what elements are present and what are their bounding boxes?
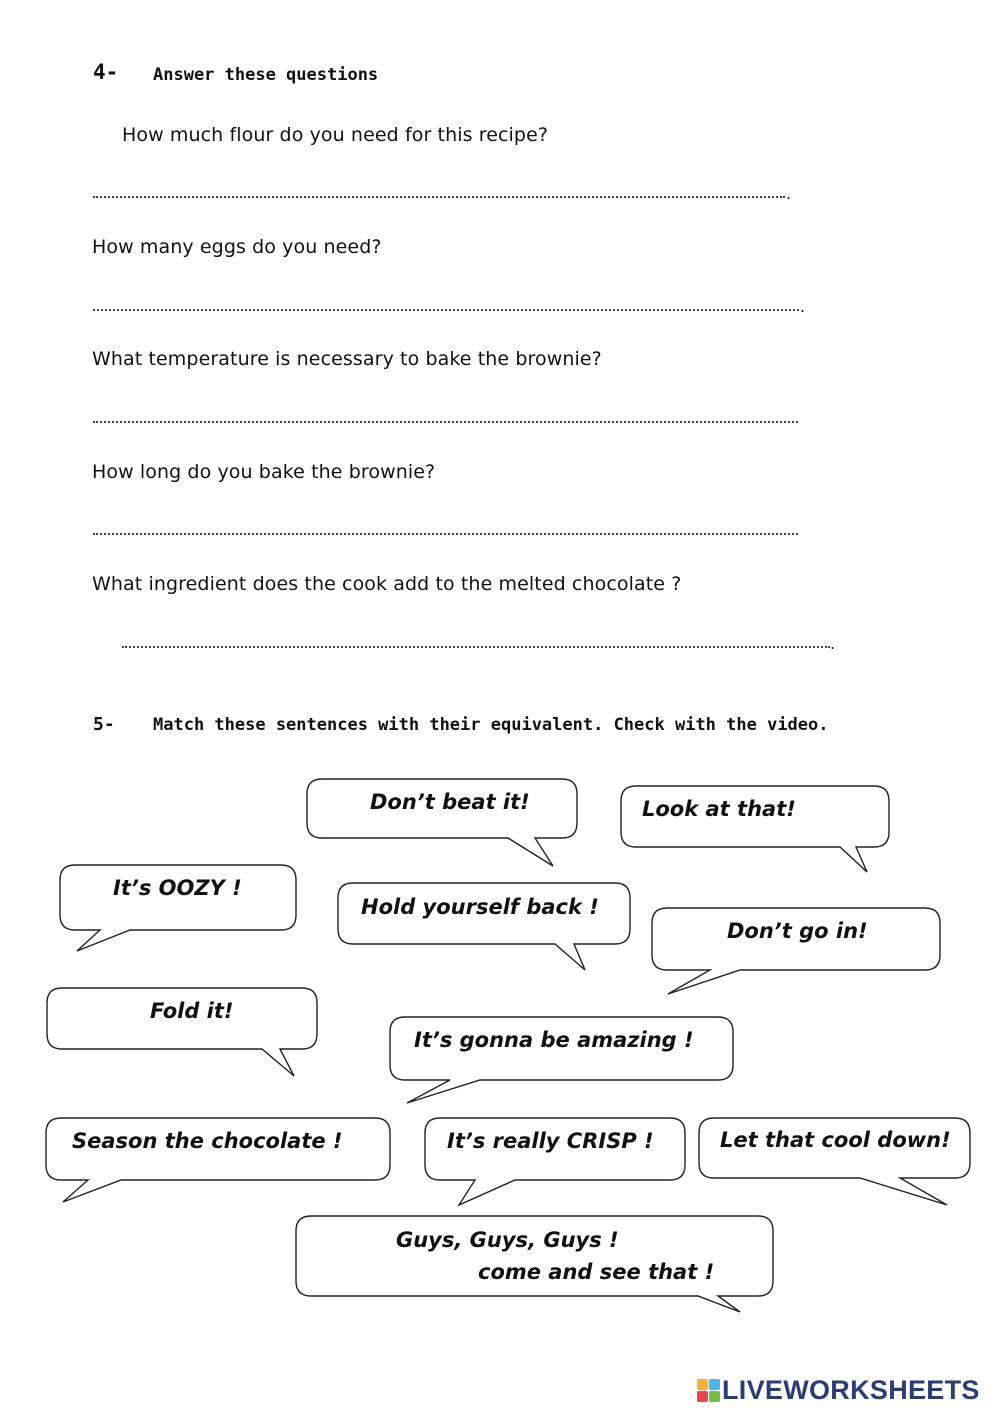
section-5-title: Match these sentences with their equivalent. Check with the video. <box>153 715 829 735</box>
answer-line-1-end: . <box>786 184 792 203</box>
bubble-text-guys-line-1[interactable]: Guys, Guys, Guys ! <box>396 1228 619 1252</box>
question-2: How many eggs do you need? <box>92 236 382 258</box>
liveworksheets-logo-text: LIVEWORKSHEETS <box>722 1375 980 1405</box>
question-5: What ingredient does the cook add to the melted chocolate ? <box>92 573 682 595</box>
question-4: How long do you bake the brownie? <box>92 461 436 483</box>
question-1: How much flour do you need for this recipe? <box>122 124 549 146</box>
bubble-text-guys-line-2[interactable]: come and see that ! <box>478 1260 715 1284</box>
section-4-title: Answer these questions <box>153 65 379 85</box>
question-3: What temperature is necessary to bake the brownie? <box>92 348 602 370</box>
bubble-text-really-crisp[interactable]: It’s really CRISP ! <box>447 1129 654 1153</box>
answer-line-5-end: . <box>830 634 836 653</box>
bubble-text-season-chocolate[interactable]: Season the chocolate ! <box>72 1129 343 1153</box>
liveworksheets-logo <box>697 1375 980 1406</box>
bubble-text-dont-beat-it[interactable]: Don’t beat it! <box>370 790 530 814</box>
bubble-text-cool-down[interactable]: Let that cool down! <box>720 1128 951 1152</box>
bubble-text-look-at-that[interactable]: Look at that! <box>642 797 796 821</box>
bubble-text-oozy[interactable]: It’s OOZY ! <box>113 876 242 900</box>
bubble-text-hold-yourself-back[interactable]: Hold yourself back ! <box>361 895 599 919</box>
section-5-number: 5- <box>93 714 115 735</box>
answer-line-2-end: . <box>800 297 806 316</box>
bubble-text-gonna-be-amazing[interactable]: It’s gonna be amazing ! <box>414 1028 694 1052</box>
bubble-text-dont-go-in[interactable]: Don’t go in! <box>727 919 868 943</box>
liveworksheets-logo-icon <box>697 1379 720 1402</box>
bubble-text-fold-it[interactable]: Fold it! <box>150 999 234 1023</box>
section-4-number: 4- <box>93 60 119 84</box>
